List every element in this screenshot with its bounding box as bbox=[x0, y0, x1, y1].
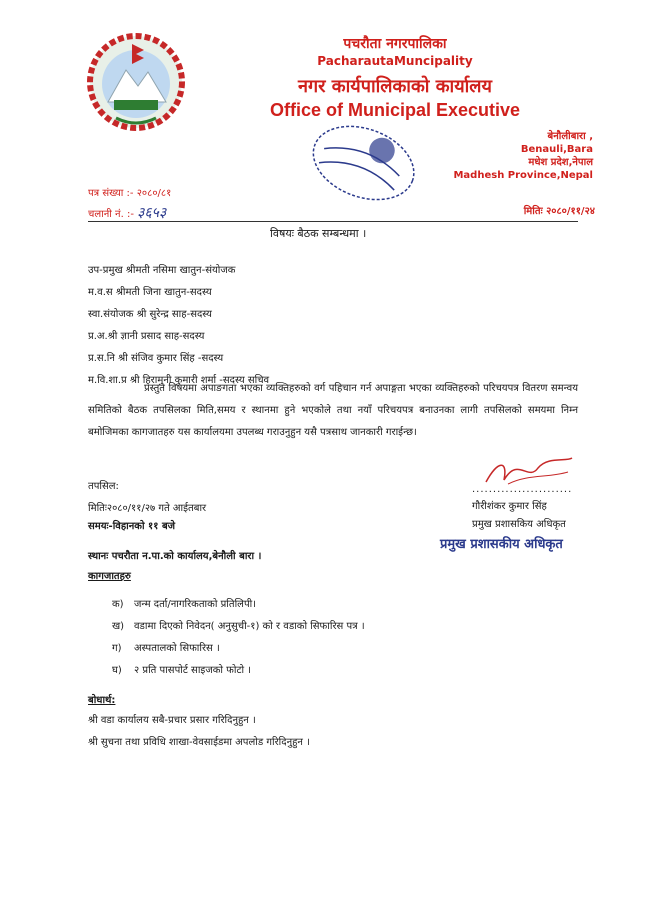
title-stamp: प्रमुख प्रशासकीय अधिकृत bbox=[440, 537, 563, 552]
office-name-english: Office of Municipal Executive bbox=[269, 100, 521, 120]
item-mark: ग) bbox=[112, 643, 122, 654]
recipient-item: स्वा.संयोजक श्री सुरेन्द्र साह-सदस्य bbox=[88, 309, 212, 320]
cc-item: श्री वडा कार्यालय सबै-प्रचार प्रसार गरिदिनुहुन । bbox=[88, 715, 256, 726]
chalani-number-row bbox=[88, 203, 166, 222]
cc-heading: बोधार्थ: bbox=[88, 695, 116, 706]
letter-date: मितिः २०८०/११/२४ bbox=[523, 206, 595, 217]
address-line: मधेश प्रदेश,नेपाल bbox=[528, 157, 593, 168]
item-text: वडामा दिएको निवेदन( अनुसुची-१) को र वडाको सिफारिस पत्र । bbox=[134, 621, 365, 632]
office-name-nepali: नगर कार्यपालिकाको कार्यालय bbox=[298, 76, 492, 97]
item-text: अस्पतालको सिफारिस । bbox=[134, 643, 220, 654]
cc-item: श्री सुचना तथा प्रविधि शाखा-वेवसाईडमा अपलोड गरिदिनुहुन । bbox=[88, 737, 310, 748]
item-mark: घ) bbox=[112, 665, 122, 676]
document-item bbox=[112, 640, 365, 662]
body-paragraph: प्रस्तुत विषयमा अपाङगता भएका व्यक्तिहरुको वर्ग पहिचान गर्न अपाङ्गता भएका व्यक्तिहरुको परिचयपत्र वितरण समन्वय समितिको बैठक तपसिलका मिति,समय र स्थानमा हुने भएकोले तथा नयाँ परिचयपत्र बनाउनका लागी तपसिलको समयमा निम्न बमोजिमका कागजातहरु यस कार्यालयमा उपलब्ध गराउनुहुन यसै पत्रसाथ जानकारी गराईन्छ। bbox=[88, 383, 578, 438]
item-text: २ प्रति पासपोर्ट साइजको फोटो । bbox=[134, 665, 252, 676]
meeting-time: समयः-विहानको ११ बजे bbox=[88, 521, 176, 532]
nepal-emblem-logo bbox=[86, 32, 186, 132]
schedule-block bbox=[88, 478, 261, 565]
recipient-item: प्र.अ.श्री ज्ञानी प्रसाद साह-सदस्य bbox=[88, 331, 205, 342]
recipient-item: प्र.स.नि श्री संजिव कुमार सिंह -सदस्य bbox=[88, 353, 224, 364]
address-block bbox=[453, 130, 593, 182]
recipient-item: उप-प्रमुख श्रीमती नसिमा खातुन-संयोजक bbox=[88, 265, 236, 276]
item-mark: ख) bbox=[112, 621, 125, 632]
cc-list bbox=[88, 712, 310, 756]
documents-list bbox=[112, 596, 365, 684]
recipient-list bbox=[88, 262, 269, 394]
subject-line: विषयः बैठक सम्बन्धमा । bbox=[270, 227, 367, 240]
documents-heading: कागजातहरु bbox=[88, 571, 131, 582]
document-item bbox=[112, 618, 365, 640]
address-line: बेनौलीबारा , bbox=[547, 131, 593, 142]
meeting-date: मितिः२०८०/११/२७ गते आईतबार bbox=[88, 503, 207, 514]
office-stamp bbox=[300, 122, 420, 212]
recipient-item: म.वि.शा.प्र श्री हिरामुनी कुमारी शर्मा -सदस्य सचिव bbox=[88, 375, 270, 386]
chalani-number: ३६५३ bbox=[137, 205, 167, 221]
signatory-title: प्रमुख प्रशासकिय अधिकृत bbox=[472, 519, 566, 530]
signature-dots: ........................ bbox=[472, 484, 573, 495]
org-name-english: PacharautaMuncipality bbox=[317, 54, 473, 68]
patra-sankhya: पत्र संख्या :- २०८०/८१ bbox=[88, 188, 172, 199]
schedule-heading: तपसिल: bbox=[88, 481, 119, 492]
document-item bbox=[112, 662, 365, 684]
item-mark: क) bbox=[112, 599, 124, 610]
chalani-label: चलानी नं. :- bbox=[88, 209, 134, 220]
signatory-name: गौरीशंकर कुमार सिंह bbox=[472, 501, 547, 512]
header-divider bbox=[88, 221, 578, 222]
item-text: जन्म दर्ता/नागरिकताको प्रतिलिपी। bbox=[134, 599, 257, 610]
recipient-item: म.व.स श्रीमती जिना खातुन-सदस्य bbox=[88, 287, 212, 298]
address-line: Madhesh Province,Nepal bbox=[453, 170, 593, 181]
meeting-place: स्थानः पचरौता न.पा.को कार्यालय,बेनौली बारा । bbox=[88, 551, 262, 562]
org-name-nepali: पचरौता नगरपालिका bbox=[343, 36, 447, 52]
document-item bbox=[112, 596, 365, 618]
address-line: Benauli,Bara bbox=[520, 144, 593, 155]
